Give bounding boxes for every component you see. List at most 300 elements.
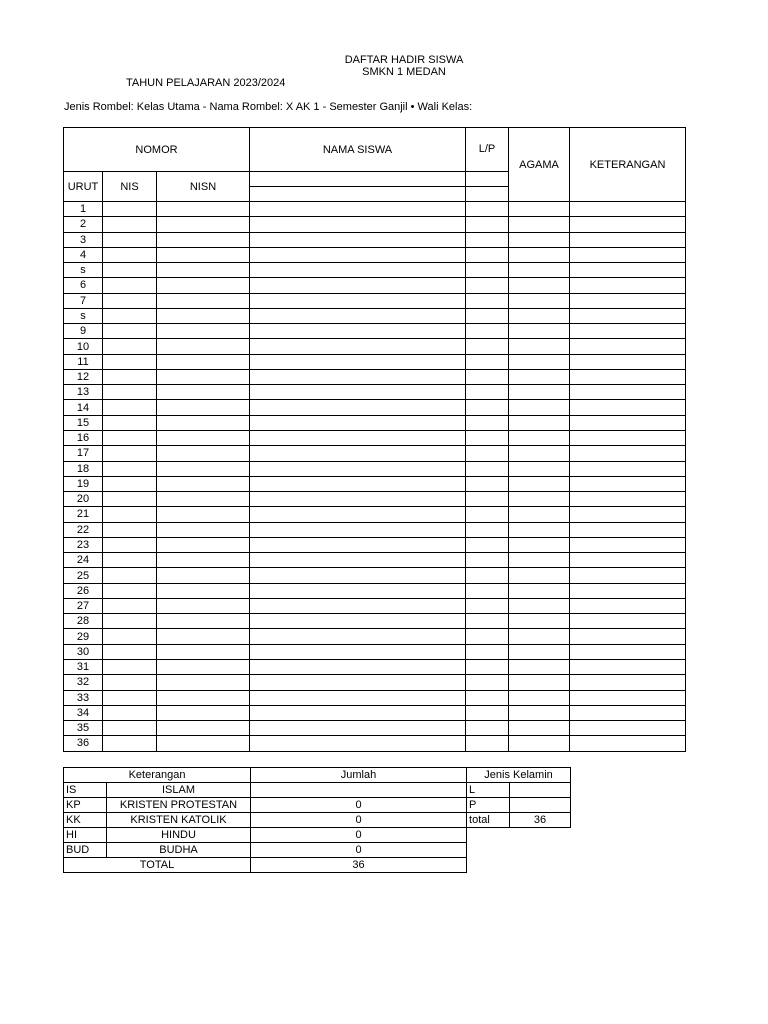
lp-cell — [466, 537, 509, 552]
nisn-cell — [157, 339, 250, 354]
row-number: 33 — [64, 690, 103, 705]
header-urut: URUT — [64, 172, 103, 202]
religion-name: HINDU — [107, 828, 251, 843]
row-number: 12 — [64, 369, 103, 384]
nisn-cell — [157, 553, 250, 568]
nisn-cell — [157, 232, 250, 247]
lp-cell — [466, 293, 509, 308]
row-number: s — [64, 263, 103, 278]
nis-cell — [103, 492, 157, 507]
nama-cell — [250, 400, 466, 415]
row-number: 9 — [64, 324, 103, 339]
student-row — [64, 324, 686, 339]
nama-cell — [250, 721, 466, 736]
student-row — [64, 400, 686, 415]
nis-cell — [103, 598, 157, 613]
summary-total-label: TOTAL — [64, 858, 251, 873]
nisn-cell — [157, 263, 250, 278]
keterangan-cell — [570, 430, 686, 445]
student-row — [64, 202, 686, 217]
keterangan-cell — [570, 400, 686, 415]
nis-cell — [103, 202, 157, 217]
nis-cell — [103, 675, 157, 690]
agama-cell — [509, 492, 570, 507]
row-number: 26 — [64, 583, 103, 598]
nis-cell — [103, 339, 157, 354]
religion-name: BUDHA — [107, 843, 251, 858]
keterangan-cell — [570, 446, 686, 461]
nis-cell — [103, 263, 157, 278]
agama-cell — [509, 553, 570, 568]
student-row — [64, 659, 686, 674]
nisn-cell — [157, 293, 250, 308]
row-number: 29 — [64, 629, 103, 644]
gender-value: 36 — [510, 813, 571, 828]
nisn-cell — [157, 369, 250, 384]
row-number: 16 — [64, 430, 103, 445]
agama-cell — [509, 644, 570, 659]
lp-cell — [466, 644, 509, 659]
row-number: 28 — [64, 614, 103, 629]
row-number: 7 — [64, 293, 103, 308]
agama-cell — [509, 568, 570, 583]
student-row — [64, 339, 686, 354]
student-row — [64, 690, 686, 705]
nama-cell — [250, 446, 466, 461]
student-row — [64, 232, 686, 247]
nis-cell — [103, 400, 157, 415]
student-row — [64, 278, 686, 293]
nisn-cell — [157, 446, 250, 461]
nis-cell — [103, 247, 157, 262]
keterangan-cell — [570, 659, 686, 674]
lp-cell — [466, 476, 509, 491]
lp-cell — [466, 339, 509, 354]
nama-cell — [250, 202, 466, 217]
nis-cell — [103, 553, 157, 568]
nis-cell — [103, 644, 157, 659]
nis-cell — [103, 278, 157, 293]
row-number: 3 — [64, 232, 103, 247]
lp-cell — [466, 614, 509, 629]
keterangan-cell — [570, 263, 686, 278]
row-number: 31 — [64, 659, 103, 674]
nama-cell — [250, 278, 466, 293]
header-lp-blank — [466, 172, 509, 187]
nisn-cell — [157, 736, 250, 751]
student-row — [64, 446, 686, 461]
student-row — [64, 263, 686, 278]
nama-cell — [250, 415, 466, 430]
keterangan-cell — [570, 293, 686, 308]
keterangan-cell — [570, 644, 686, 659]
nisn-cell — [157, 324, 250, 339]
row-number: 20 — [64, 492, 103, 507]
student-row — [64, 614, 686, 629]
row-number: 32 — [64, 675, 103, 690]
keterangan-cell — [570, 522, 686, 537]
lp-cell — [466, 629, 509, 644]
religion-count: 0 — [251, 798, 467, 813]
lp-cell — [466, 446, 509, 461]
row-number: 15 — [64, 415, 103, 430]
nama-cell — [250, 354, 466, 369]
keterangan-cell — [570, 247, 686, 262]
agama-cell — [509, 400, 570, 415]
keterangan-cell — [570, 553, 686, 568]
empty-cell — [467, 828, 510, 843]
nisn-cell — [157, 202, 250, 217]
nama-cell — [250, 553, 466, 568]
nisn-cell — [157, 492, 250, 507]
class-info: Jenis Rombel: Kelas Utama - Nama Rombel: X AK 1 - Semester Ganjil • Wali Kelas: — [64, 101, 473, 113]
agama-cell — [509, 339, 570, 354]
gender-value — [510, 798, 571, 813]
agama-cell — [509, 308, 570, 323]
row-number: 6 — [64, 278, 103, 293]
row-number: 34 — [64, 705, 103, 720]
lp-cell — [466, 400, 509, 415]
nisn-cell — [157, 217, 250, 232]
religion-code: KP — [64, 798, 107, 813]
keterangan-cell — [570, 614, 686, 629]
row-number: 24 — [64, 553, 103, 568]
nisn-cell — [157, 705, 250, 720]
nisn-cell — [157, 614, 250, 629]
religion-name: KRISTEN PROTESTAN — [107, 798, 251, 813]
nis-cell — [103, 232, 157, 247]
nis-cell — [103, 476, 157, 491]
lp-cell — [466, 415, 509, 430]
nama-cell — [250, 385, 466, 400]
nis-cell — [103, 568, 157, 583]
row-number: 27 — [64, 598, 103, 613]
agama-cell — [509, 736, 570, 751]
header-lp-blank-2 — [466, 187, 509, 202]
agama-cell — [509, 659, 570, 674]
keterangan-cell — [570, 415, 686, 430]
row-number: 22 — [64, 522, 103, 537]
lp-cell — [466, 354, 509, 369]
nama-cell — [250, 568, 466, 583]
religion-code: IS — [64, 783, 107, 798]
row-number: 17 — [64, 446, 103, 461]
agama-cell — [509, 247, 570, 262]
nisn-cell — [157, 629, 250, 644]
row-number: 2 — [64, 217, 103, 232]
agama-cell — [509, 324, 570, 339]
nis-cell — [103, 736, 157, 751]
header-lp: L/P — [466, 128, 509, 172]
row-number: 21 — [64, 507, 103, 522]
keterangan-cell — [570, 507, 686, 522]
nisn-cell — [157, 430, 250, 445]
summary-table — [63, 767, 571, 873]
nisn-cell — [157, 537, 250, 552]
agama-cell — [509, 446, 570, 461]
agama-cell — [509, 522, 570, 537]
nama-cell — [250, 629, 466, 644]
student-row — [64, 705, 686, 720]
nis-cell — [103, 614, 157, 629]
row-number: 36 — [64, 736, 103, 751]
keterangan-cell — [570, 232, 686, 247]
student-row — [64, 568, 686, 583]
header-nomor: NOMOR — [64, 128, 250, 172]
student-row — [64, 385, 686, 400]
nisn-cell — [157, 583, 250, 598]
student-row — [64, 369, 686, 384]
row-number: 10 — [64, 339, 103, 354]
religion-code: KK — [64, 813, 107, 828]
agama-cell — [509, 217, 570, 232]
agama-cell — [509, 721, 570, 736]
keterangan-cell — [570, 736, 686, 751]
nisn-cell — [157, 721, 250, 736]
religion-count: 0 — [251, 828, 467, 843]
row-number: 19 — [64, 476, 103, 491]
attendance-table — [63, 127, 686, 752]
keterangan-cell — [570, 690, 686, 705]
student-row — [64, 522, 686, 537]
row-number: 13 — [64, 385, 103, 400]
nisn-cell — [157, 476, 250, 491]
row-number: 25 — [64, 568, 103, 583]
gender-label: total — [467, 813, 510, 828]
lp-cell — [466, 705, 509, 720]
student-row — [64, 644, 686, 659]
student-row — [64, 308, 686, 323]
lp-cell — [466, 675, 509, 690]
lp-cell — [466, 202, 509, 217]
school-name: SMKN 1 MEDAN — [362, 66, 446, 78]
agama-cell — [509, 415, 570, 430]
student-row — [64, 507, 686, 522]
agama-cell — [509, 476, 570, 491]
empty-cell — [467, 858, 510, 873]
nama-cell — [250, 736, 466, 751]
agama-cell — [509, 232, 570, 247]
student-row — [64, 430, 686, 445]
keterangan-cell — [570, 339, 686, 354]
religion-count: 0 — [251, 843, 467, 858]
keterangan-cell — [570, 568, 686, 583]
lp-cell — [466, 598, 509, 613]
student-row — [64, 415, 686, 430]
nisn-cell — [157, 278, 250, 293]
agama-cell — [509, 293, 570, 308]
lp-cell — [466, 461, 509, 476]
lp-cell — [466, 385, 509, 400]
lp-cell — [466, 430, 509, 445]
nis-cell — [103, 385, 157, 400]
nama-cell — [250, 232, 466, 247]
nis-cell — [103, 507, 157, 522]
keterangan-cell — [570, 385, 686, 400]
religion-code: BUD — [64, 843, 107, 858]
lp-cell — [466, 247, 509, 262]
nama-cell — [250, 492, 466, 507]
nis-cell — [103, 629, 157, 644]
nis-cell — [103, 415, 157, 430]
student-row — [64, 247, 686, 262]
student-row — [64, 492, 686, 507]
nis-cell — [103, 705, 157, 720]
lp-cell — [466, 324, 509, 339]
row-number: 30 — [64, 644, 103, 659]
nama-cell — [250, 430, 466, 445]
nisn-cell — [157, 400, 250, 415]
nis-cell — [103, 293, 157, 308]
nama-cell — [250, 644, 466, 659]
keterangan-cell — [570, 476, 686, 491]
nama-cell — [250, 217, 466, 232]
lp-cell — [466, 583, 509, 598]
student-row — [64, 537, 686, 552]
agama-cell — [509, 354, 570, 369]
student-row — [64, 721, 686, 736]
row-number: 18 — [64, 461, 103, 476]
keterangan-cell — [570, 217, 686, 232]
nama-cell — [250, 614, 466, 629]
lp-cell — [466, 263, 509, 278]
student-row — [64, 629, 686, 644]
lp-cell — [466, 721, 509, 736]
header-nisn: NISN — [157, 172, 250, 202]
student-row — [64, 217, 686, 232]
agama-cell — [509, 690, 570, 705]
student-row — [64, 736, 686, 751]
nis-cell — [103, 430, 157, 445]
agama-cell — [509, 461, 570, 476]
nisn-cell — [157, 598, 250, 613]
lp-cell — [466, 568, 509, 583]
gender-label: P — [467, 798, 510, 813]
gender-value — [510, 783, 571, 798]
row-number: 4 — [64, 247, 103, 262]
nisn-cell — [157, 354, 250, 369]
nama-cell — [250, 247, 466, 262]
lp-cell — [466, 369, 509, 384]
academic-year: TAHUN PELAJARAN 2023/2024 — [126, 77, 286, 89]
lp-cell — [466, 232, 509, 247]
nisn-cell — [157, 659, 250, 674]
lp-cell — [466, 507, 509, 522]
nisn-cell — [157, 507, 250, 522]
keterangan-cell — [570, 354, 686, 369]
lp-cell — [466, 659, 509, 674]
summary-total-value: 36 — [251, 858, 467, 873]
keterangan-cell — [570, 583, 686, 598]
keterangan-cell — [570, 492, 686, 507]
agama-cell — [509, 507, 570, 522]
nisn-cell — [157, 247, 250, 262]
agama-cell — [509, 202, 570, 217]
nama-cell — [250, 522, 466, 537]
header-agama: AGAMA — [509, 128, 570, 202]
header-nis: NIS — [103, 172, 157, 202]
nisn-cell — [157, 675, 250, 690]
agama-cell — [509, 537, 570, 552]
nis-cell — [103, 369, 157, 384]
empty-cell — [467, 843, 510, 858]
nama-cell — [250, 659, 466, 674]
gender-label: L — [467, 783, 510, 798]
student-row — [64, 583, 686, 598]
document-title: DAFTAR HADIR SISWA — [344, 54, 464, 66]
lp-cell — [466, 690, 509, 705]
lp-cell — [466, 736, 509, 751]
agama-cell — [509, 583, 570, 598]
nis-cell — [103, 217, 157, 232]
nama-cell — [250, 705, 466, 720]
nama-cell — [250, 324, 466, 339]
nisn-cell — [157, 644, 250, 659]
keterangan-cell — [570, 324, 686, 339]
row-number: 14 — [64, 400, 103, 415]
nama-cell — [250, 690, 466, 705]
student-row — [64, 461, 686, 476]
nisn-cell — [157, 522, 250, 537]
summary-jumlah-header: Jumlah — [251, 768, 467, 783]
nis-cell — [103, 659, 157, 674]
keterangan-cell — [570, 278, 686, 293]
keterangan-cell — [570, 202, 686, 217]
header-keterangan: KETERANGAN — [570, 128, 686, 202]
summary-jenis-kelamin-header: Jenis Kelamin — [467, 768, 571, 783]
empty-cell — [510, 858, 571, 873]
nis-cell — [103, 583, 157, 598]
nis-cell — [103, 522, 157, 537]
nisn-cell — [157, 308, 250, 323]
nama-cell — [250, 583, 466, 598]
nisn-cell — [157, 690, 250, 705]
nisn-cell — [157, 461, 250, 476]
nis-cell — [103, 537, 157, 552]
header-nama-blank — [250, 172, 466, 187]
nisn-cell — [157, 415, 250, 430]
keterangan-cell — [570, 721, 686, 736]
nis-cell — [103, 446, 157, 461]
nama-cell — [250, 293, 466, 308]
nisn-cell — [157, 385, 250, 400]
row-number: 23 — [64, 537, 103, 552]
agama-cell — [509, 430, 570, 445]
nisn-cell — [157, 568, 250, 583]
religion-count — [251, 783, 467, 798]
nama-cell — [250, 308, 466, 323]
nama-cell — [250, 339, 466, 354]
lp-cell — [466, 492, 509, 507]
agama-cell — [509, 385, 570, 400]
nama-cell — [250, 537, 466, 552]
student-row — [64, 553, 686, 568]
keterangan-cell — [570, 537, 686, 552]
nis-cell — [103, 308, 157, 323]
agama-cell — [509, 369, 570, 384]
agama-cell — [509, 263, 570, 278]
student-row — [64, 293, 686, 308]
row-number: s — [64, 308, 103, 323]
agama-cell — [509, 614, 570, 629]
nama-cell — [250, 476, 466, 491]
nis-cell — [103, 461, 157, 476]
agama-cell — [509, 629, 570, 644]
religion-code: HI — [64, 828, 107, 843]
header-nama-siswa: NAMA SISWA — [250, 128, 466, 172]
agama-cell — [509, 675, 570, 690]
student-row — [64, 675, 686, 690]
